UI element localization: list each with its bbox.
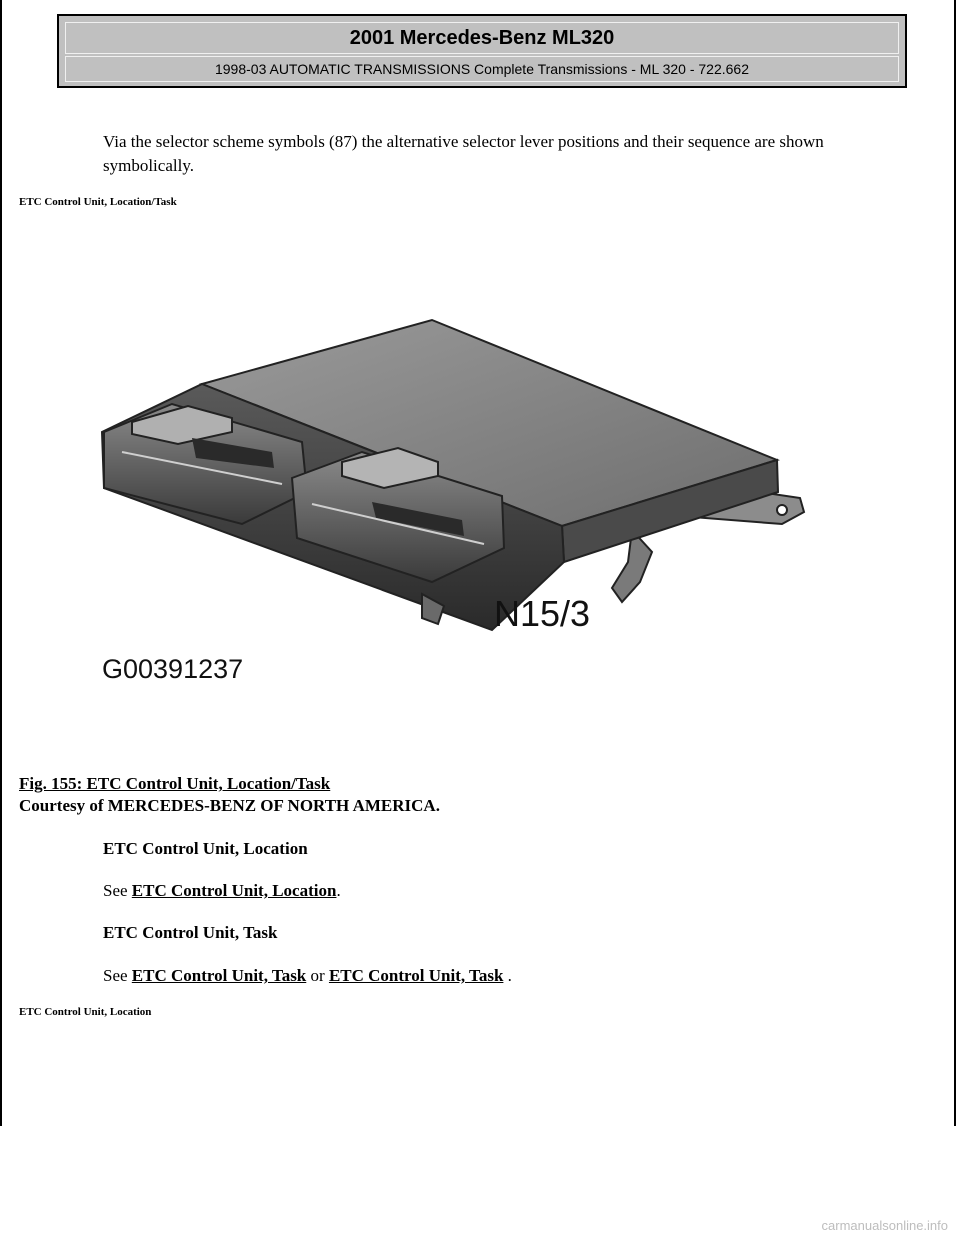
or-text: or [306, 966, 329, 985]
period: . [336, 881, 341, 900]
task-see-line [103, 965, 512, 987]
component-label: N15/3 [494, 593, 591, 634]
see-prefix: See [103, 881, 132, 900]
image-code: G00391237 [102, 654, 244, 684]
see-prefix: See [103, 966, 132, 985]
location-heading: ETC Control Unit, Location [103, 839, 308, 858]
intro-paragraph: Via the selector scheme symbols (87) the alternative selector lever positions and their sequence are shown symbolically. [103, 132, 824, 175]
link-etc-location[interactable]: ETC Control Unit, Location [131, 881, 337, 900]
figure-caption [19, 773, 440, 817]
task-heading: ETC Control Unit, Task [103, 923, 278, 942]
period: . [503, 966, 512, 985]
location-see-line [103, 880, 341, 902]
link-etc-task-1[interactable]: ETC Control Unit, Task [131, 966, 307, 985]
figure-caption-link[interactable]: Fig. 155: ETC Control Unit, Location/Task [19, 774, 331, 793]
section-heading-location: ETC Control Unit, Location [19, 1006, 152, 1018]
courtesy-line: Courtesy of MERCEDES-BENZ OF NORTH AMERICA. [19, 796, 440, 815]
document-header [57, 14, 907, 88]
watermark: carmanualsonline.info [821, 1218, 948, 1233]
etc-control-unit-illustration [92, 312, 812, 692]
link-etc-task-2[interactable]: ETC Control Unit, Task [328, 966, 504, 985]
header-subtitle: 1998-03 AUTOMATIC TRANSMISSIONS Complete Transmissions - ML 320 - 722.662 [65, 56, 899, 82]
section-heading-location-task: ETC Control Unit, Location/Task [19, 196, 177, 208]
header-title: 2001 Mercedes-Benz ML320 [65, 22, 899, 54]
